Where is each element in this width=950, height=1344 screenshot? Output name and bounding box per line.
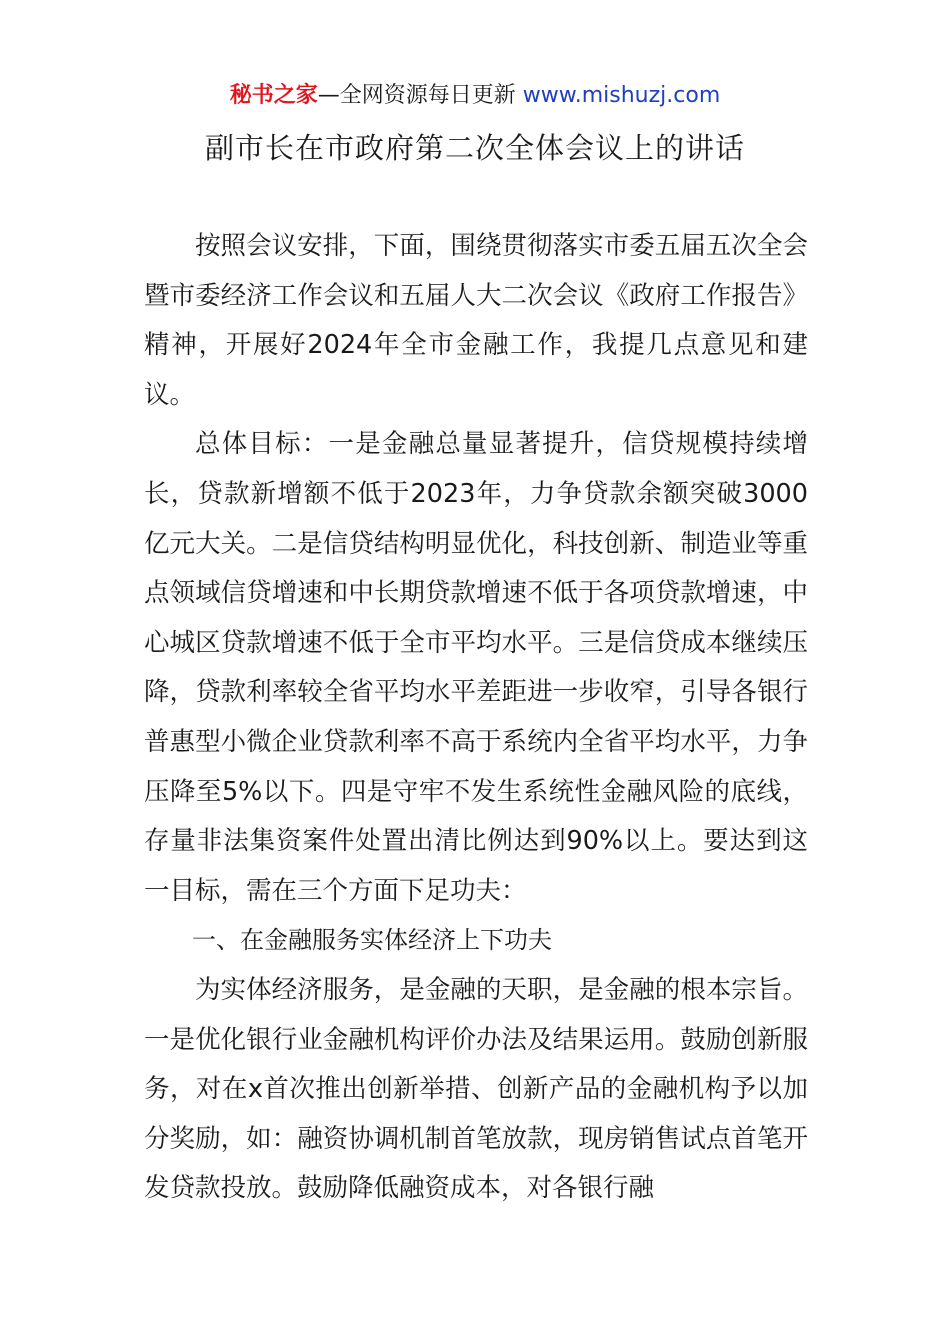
site-tagline: —全网资源每日更新 <box>317 83 523 108</box>
section-heading: 一、在金融服务实体经济上下功夫 <box>192 926 552 955</box>
goals-paragraph: 总体目标：一是金融总量显著提升，信贷规模持续增长，贷款新增额不低于2023年，力争贷款余额突破3000亿元大关。二是信贷结构明显优化，科技创新、制造业等重点领域信贷增速和中长期贷款增速不低于各项贷款增速，中心城区贷款增速不低于全市平均水平。三是信贷成本继续压降，贷款利率较全省平均水平差距进一步收窄，引导各银行普惠型小微企业贷款利率不高于系统内全省平均水平，力争压降至5%以下。四是守牢不发生系统性金融风险的底线，存量非法集资案件处置出清比例达到90%以上。要达到这一目标，需在三个方面下足功夫： <box>144 429 808 906</box>
site-brand: 秘书之家 <box>229 83 318 108</box>
document-body <box>144 222 808 1214</box>
document-title: 副市长在市政府第二次全体会议上的讲话 <box>204 131 745 165</box>
site-url[interactable]: www.mishuzj.com <box>522 83 721 108</box>
intro-paragraph: 按照会议安排，下面，围绕贯彻落实市委五届五次全会暨市委经济工作会议和五届人大二次会议《政府工作报告》精神，开展好2024年全市金融工作，我提几点意见和建议。 <box>144 231 808 410</box>
site-header <box>0 80 950 112</box>
section-paragraph: 为实体经济服务，是金融的天职，是金融的根本宗旨。一是优化银行业金融机构评价办法及结果运用。鼓励创新服务，对在x首次推出创新举措、创新产品的金融机构予以加分奖励，如：融资协调机制首笔放款，现房销售试点首笔开发贷款投放。鼓励降低融资成本，对各银行融 <box>144 974 808 1204</box>
